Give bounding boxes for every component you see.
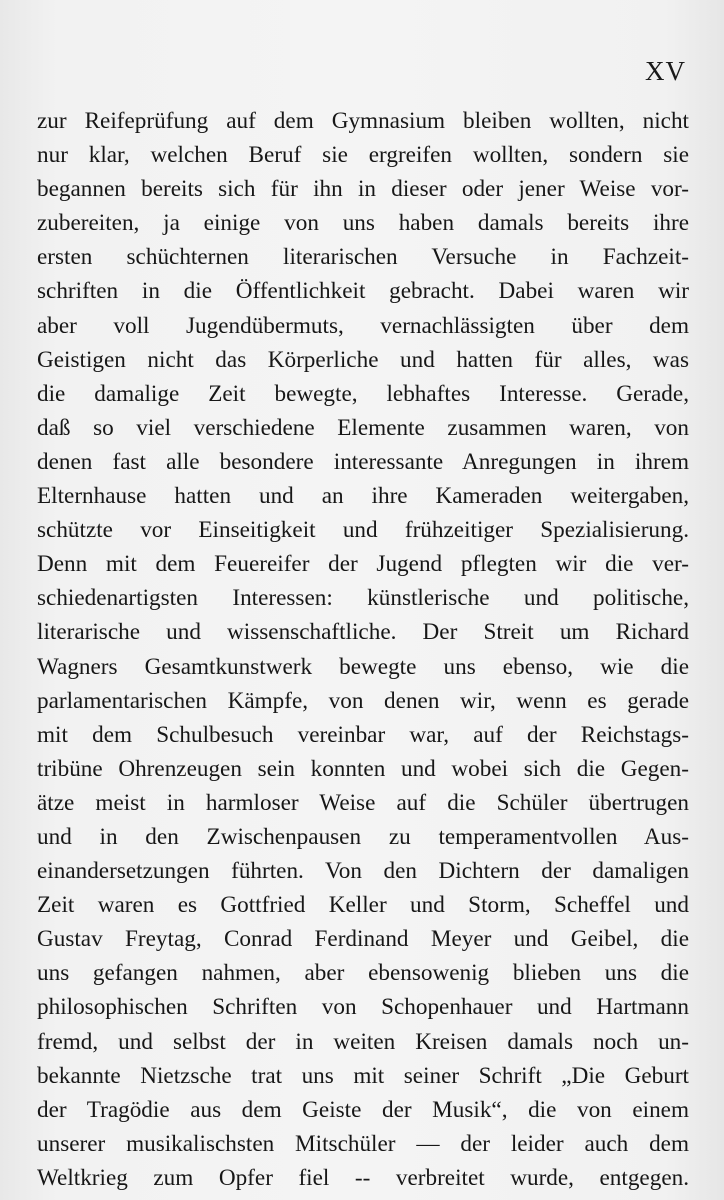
text-line: schiedenartigsten Interessen: künstlerische und politische, — [37, 585, 689, 612]
text-line: zubereiten, ja einige von uns haben damals bereits ihre — [37, 210, 689, 237]
text-line: Denn mit dem Feuereifer der Jugend pflegten wir die ver- — [37, 551, 689, 578]
text-line: Elternhause hatten und an ihre Kameraden weitergaben, — [37, 483, 689, 510]
text-line: Zeit waren es Gottfried Keller und Storm, Scheffel und — [37, 892, 689, 919]
text-line: bekannte Nietzsche trat uns mit seiner Schrift „Die Geburt — [37, 1062, 689, 1089]
text-line: fremd, und selbst der in weiten Kreisen damals noch un- — [37, 1028, 689, 1055]
text-line: ätze meist in harmloser Weise auf die Schüler übertrugen — [37, 789, 689, 816]
page-number: XV — [645, 56, 686, 86]
text-line: literarische und wissenschaftliche. Der Streit um Richard — [37, 619, 689, 646]
text-line: begannen bereits sich für ihn in dieser oder jener Weise vor- — [37, 176, 689, 203]
text-line: mit dem Schulbesuch vereinbar war, auf der Reichstags- — [37, 721, 689, 748]
text-line: die damalige Zeit bewegte, lebhaftes Interesse. Gerade, — [37, 380, 689, 407]
text-line: ersten schüchternen literarischen Versuche in Fachzeit- — [37, 244, 689, 271]
text-line: nur klar, welchen Beruf sie ergreifen wollten, sondern sie — [37, 142, 689, 169]
text-line: der Tragödie aus dem Geiste der Musik“, die von einem — [37, 1096, 689, 1123]
text-line: Weltkrieg zum Opfer fiel -- verbreitet wurde, entgegen. — [37, 1164, 689, 1191]
text-line: uns gefangen nahmen, aber ebensowenig blieben uns die — [37, 960, 689, 987]
text-line: Geistigen nicht das Körperliche und hatten für alles, was — [37, 346, 689, 373]
text-line: und in den Zwischenpausen zu temperamentvollen Aus- — [37, 823, 689, 850]
body-text — [37, 104, 689, 1195]
text-line: schriften in die Öffentlichkeit gebracht. Dabei waren wir — [37, 278, 689, 305]
text-line: aber voll Jugendübermuts, vernachlässigten über dem — [37, 312, 689, 339]
text-line: schützte vor Einseitigkeit und frühzeitiger Spezialisierung. — [37, 517, 689, 544]
text-line: daß so viel verschiedene Elemente zusammen waren, von — [37, 414, 689, 441]
text-line: Wagners Gesamtkunstwerk bewegte uns ebenso, wie die — [37, 653, 689, 680]
text-line: denen fast alle besondere interessante Anregungen in ihrem — [37, 448, 689, 475]
text-line: einandersetzungen führten. Von den Dichtern der damaligen — [37, 858, 689, 885]
text-line: Gustav Freytag, Conrad Ferdinand Meyer und Geibel, die — [37, 926, 689, 953]
text-line: tribüne Ohrenzeugen sein konnten und wobei sich die Gegen- — [37, 755, 689, 782]
text-line: unserer musikalischsten Mitschüler — der leider auch dem — [37, 1130, 689, 1157]
text-line: philosophischen Schriften von Schopenhauer und Hartmann — [37, 994, 689, 1021]
text-line: zur Reifeprüfung auf dem Gymnasium bleiben wollten, nicht — [37, 108, 689, 134]
text-line: parlamentarischen Kämpfe, von denen wir, wenn es gerade — [37, 687, 689, 714]
